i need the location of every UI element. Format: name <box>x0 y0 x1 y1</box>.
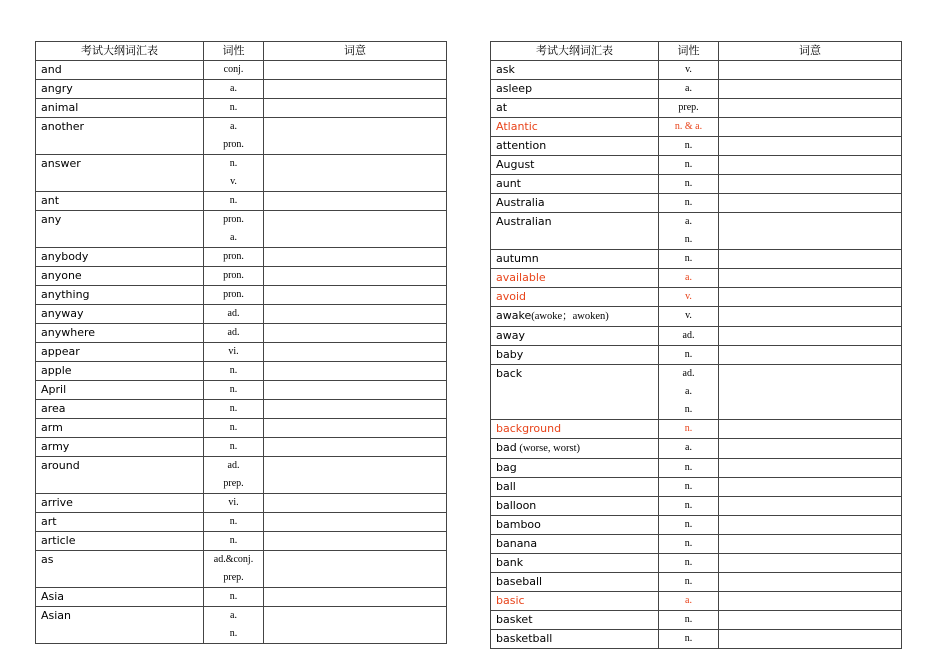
vocab-word: army <box>36 438 204 457</box>
vocab-table-left <box>35 41 447 644</box>
vocab-word: attention <box>491 137 659 156</box>
vocab-word: banana <box>491 535 659 554</box>
vocab-word: another <box>36 118 204 155</box>
vocab-word: area <box>36 400 204 419</box>
part-of-speech: ad. a. n. <box>659 365 719 420</box>
vocab-word: avoid <box>491 288 659 307</box>
part-of-speech: a. <box>204 80 264 99</box>
part-of-speech: n. <box>659 630 719 649</box>
vocab-word: arrive <box>36 494 204 513</box>
meaning-cell[interactable] <box>264 381 447 400</box>
table-row <box>491 459 902 478</box>
part-of-speech: pron. <box>204 286 264 305</box>
vocab-word: Atlantic <box>491 118 659 137</box>
meaning-cell[interactable] <box>264 118 447 155</box>
table-row <box>491 365 902 420</box>
part-of-speech: n. <box>204 99 264 118</box>
vocab-word: apple <box>36 362 204 381</box>
part-of-speech: conj. <box>204 61 264 80</box>
table-row <box>491 327 902 346</box>
meaning-cell[interactable] <box>264 267 447 286</box>
meaning-cell[interactable] <box>719 516 902 535</box>
vocab-word: animal <box>36 99 204 118</box>
part-of-speech: a. n. <box>204 607 264 644</box>
vocab-word: bamboo <box>491 516 659 535</box>
part-of-speech: n. <box>659 250 719 269</box>
part-of-speech: a. <box>659 269 719 288</box>
table-row <box>491 346 902 365</box>
meaning-cell[interactable] <box>264 588 447 607</box>
meaning-cell[interactable] <box>719 535 902 554</box>
table-row <box>491 99 902 118</box>
table-row <box>36 286 447 305</box>
vocab-word: around <box>36 457 204 494</box>
header-word: 考试大纲词汇表 <box>36 42 204 61</box>
vocab-word: basket <box>491 611 659 630</box>
part-of-speech: n. <box>659 535 719 554</box>
meaning-cell[interactable] <box>264 248 447 267</box>
meaning-cell[interactable] <box>264 61 447 80</box>
part-of-speech: n. <box>204 362 264 381</box>
meaning-cell[interactable] <box>264 305 447 324</box>
part-of-speech: a. <box>659 80 719 99</box>
table-row <box>491 80 902 99</box>
meaning-cell[interactable] <box>264 99 447 118</box>
vocab-word: ask <box>491 61 659 80</box>
meaning-cell[interactable] <box>719 118 902 137</box>
table-row <box>36 80 447 99</box>
table-row <box>491 307 902 327</box>
table-row <box>491 61 902 80</box>
table-row <box>36 267 447 286</box>
table-row <box>491 213 902 250</box>
meaning-cell[interactable] <box>264 192 447 211</box>
table-row <box>491 288 902 307</box>
meaning-cell[interactable] <box>264 286 447 305</box>
part-of-speech: n. <box>659 611 719 630</box>
part-of-speech: n. <box>659 478 719 497</box>
table-row <box>36 324 447 343</box>
meaning-cell[interactable] <box>719 175 902 194</box>
vocab-word: Asia <box>36 588 204 607</box>
part-of-speech: a. pron. <box>204 118 264 155</box>
header-meaning: 词意 <box>719 42 902 61</box>
vocab-word: at <box>491 99 659 118</box>
meaning-cell[interactable] <box>719 250 902 269</box>
part-of-speech: n. <box>659 156 719 175</box>
part-of-speech: n. <box>204 192 264 211</box>
table-row <box>491 592 902 611</box>
meaning-cell[interactable] <box>719 80 902 99</box>
part-of-speech: ad. <box>204 305 264 324</box>
meaning-cell[interactable] <box>719 365 902 420</box>
inflection-note: (worse, worst) <box>516 443 580 454</box>
part-of-speech: n. <box>204 419 264 438</box>
meaning-cell[interactable] <box>264 494 447 513</box>
table-row <box>491 250 902 269</box>
vocab-word: April <box>36 381 204 400</box>
part-of-speech: n. <box>204 513 264 532</box>
header-word: 考试大纲词汇表 <box>491 42 659 61</box>
table-row <box>36 400 447 419</box>
meaning-cell[interactable] <box>264 80 447 99</box>
table-row <box>36 551 447 588</box>
table-row <box>36 457 447 494</box>
part-of-speech: prep. <box>659 99 719 118</box>
vocab-word: answer <box>36 155 204 192</box>
vocab-word: background <box>491 420 659 439</box>
vocab-word: balloon <box>491 497 659 516</box>
meaning-cell[interactable] <box>719 573 902 592</box>
table-row <box>491 156 902 175</box>
table-row <box>36 588 447 607</box>
vocab-word: available <box>491 269 659 288</box>
vocab-word: Asian <box>36 607 204 644</box>
table-row <box>491 175 902 194</box>
vocab-word: awake(awoke；awoken) <box>491 307 659 327</box>
meaning-cell[interactable] <box>264 438 447 457</box>
meaning-cell[interactable] <box>719 478 902 497</box>
table-row <box>36 99 447 118</box>
table-row <box>491 573 902 592</box>
meaning-cell[interactable] <box>264 419 447 438</box>
meaning-cell[interactable] <box>719 327 902 346</box>
vocab-word: bank <box>491 554 659 573</box>
part-of-speech: v. <box>659 307 719 327</box>
meaning-cell[interactable] <box>264 551 447 588</box>
table-row <box>36 248 447 267</box>
part-of-speech: n. <box>659 573 719 592</box>
header-pos: 词性 <box>659 42 719 61</box>
table-row <box>36 494 447 513</box>
table-row <box>491 478 902 497</box>
meaning-cell[interactable] <box>264 457 447 494</box>
meaning-cell[interactable] <box>719 269 902 288</box>
vocab-word: anywhere <box>36 324 204 343</box>
meaning-cell[interactable] <box>719 99 902 118</box>
meaning-cell[interactable] <box>264 607 447 644</box>
part-of-speech: n. <box>204 532 264 551</box>
part-of-speech: n. v. <box>204 155 264 192</box>
part-of-speech: n. <box>659 516 719 535</box>
table-row <box>491 611 902 630</box>
table-row <box>36 343 447 362</box>
vocab-word: anything <box>36 286 204 305</box>
table-row <box>36 211 447 248</box>
part-of-speech: pron. a. <box>204 211 264 248</box>
vocab-word: anyway <box>36 305 204 324</box>
vocab-word: baby <box>491 346 659 365</box>
part-of-speech: v. <box>659 61 719 80</box>
part-of-speech: n. <box>204 438 264 457</box>
header-pos: 词性 <box>204 42 264 61</box>
vocab-word: and <box>36 61 204 80</box>
part-of-speech: ad. <box>659 327 719 346</box>
meaning-cell[interactable] <box>719 554 902 573</box>
part-of-speech: n. <box>659 175 719 194</box>
table-row <box>36 419 447 438</box>
table-row <box>36 513 447 532</box>
table-row <box>36 362 447 381</box>
part-of-speech: n. <box>204 588 264 607</box>
meaning-cell[interactable] <box>719 307 902 327</box>
vocab-table-right <box>490 41 902 649</box>
vocab-word: baseball <box>491 573 659 592</box>
meaning-cell[interactable] <box>719 288 902 307</box>
part-of-speech: pron. <box>204 267 264 286</box>
vocab-word: as <box>36 551 204 588</box>
part-of-speech: n. <box>204 381 264 400</box>
meaning-cell[interactable] <box>719 194 902 213</box>
table-row <box>491 535 902 554</box>
vocab-word: bag <box>491 459 659 478</box>
table-row <box>491 269 902 288</box>
vocab-word: autumn <box>491 250 659 269</box>
table-row <box>491 630 902 649</box>
table-row <box>491 420 902 439</box>
table-header-row <box>491 42 902 61</box>
part-of-speech: n. <box>659 137 719 156</box>
part-of-speech: n. <box>659 554 719 573</box>
meaning-cell[interactable] <box>719 346 902 365</box>
part-of-speech: pron. <box>204 248 264 267</box>
vocab-word: asleep <box>491 80 659 99</box>
table-row <box>36 118 447 155</box>
vocab-word: any <box>36 211 204 248</box>
table-row <box>36 155 447 192</box>
part-of-speech: vi. <box>204 343 264 362</box>
table-row <box>36 305 447 324</box>
vocab-word: aunt <box>491 175 659 194</box>
meaning-cell[interactable] <box>719 630 902 649</box>
inflection-note: (awoke；awoken) <box>531 311 609 322</box>
part-of-speech: n. & a. <box>659 118 719 137</box>
vocab-word: angry <box>36 80 204 99</box>
vocab-word: ball <box>491 478 659 497</box>
table-row <box>491 118 902 137</box>
table-row <box>491 497 902 516</box>
vocab-word: ant <box>36 192 204 211</box>
vocab-word: basketball <box>491 630 659 649</box>
meaning-cell[interactable] <box>264 155 447 192</box>
vocab-word: anybody <box>36 248 204 267</box>
meaning-cell[interactable] <box>264 324 447 343</box>
vocab-word: Australia <box>491 194 659 213</box>
table-row <box>36 438 447 457</box>
meaning-cell[interactable] <box>719 420 902 439</box>
vocab-word: August <box>491 156 659 175</box>
part-of-speech: n. <box>659 420 719 439</box>
part-of-speech: ad.&conj. prep. <box>204 551 264 588</box>
meaning-cell[interactable] <box>264 513 447 532</box>
part-of-speech: n. <box>659 497 719 516</box>
table-row <box>491 439 902 459</box>
meaning-cell[interactable] <box>264 532 447 551</box>
meaning-cell[interactable] <box>264 211 447 248</box>
vocab-word: anyone <box>36 267 204 286</box>
part-of-speech: vi. <box>204 494 264 513</box>
vocab-word: art <box>36 513 204 532</box>
part-of-speech: n. <box>659 459 719 478</box>
table-row <box>36 61 447 80</box>
vocab-word: Australian <box>491 213 659 250</box>
meaning-cell[interactable] <box>719 137 902 156</box>
table-row <box>36 381 447 400</box>
table-row <box>491 516 902 535</box>
table-row <box>36 192 447 211</box>
vocab-word: basic <box>491 592 659 611</box>
vocab-word: back <box>491 365 659 420</box>
part-of-speech: a. n. <box>659 213 719 250</box>
vocab-word: bad (worse, worst) <box>491 439 659 459</box>
meaning-cell[interactable] <box>719 439 902 459</box>
meaning-cell[interactable] <box>719 459 902 478</box>
vocab-word: article <box>36 532 204 551</box>
table-row <box>491 554 902 573</box>
vocab-word: away <box>491 327 659 346</box>
meaning-cell[interactable] <box>719 213 902 250</box>
part-of-speech: a. <box>659 592 719 611</box>
header-meaning: 词意 <box>264 42 447 61</box>
table-header-row <box>36 42 447 61</box>
part-of-speech: a. <box>659 439 719 459</box>
table-row <box>491 137 902 156</box>
table-row <box>36 607 447 644</box>
meaning-cell[interactable] <box>264 400 447 419</box>
meaning-cell[interactable] <box>264 362 447 381</box>
vocab-word: arm <box>36 419 204 438</box>
part-of-speech: n. <box>204 400 264 419</box>
meaning-cell[interactable] <box>719 497 902 516</box>
meaning-cell[interactable] <box>719 611 902 630</box>
meaning-cell[interactable] <box>719 61 902 80</box>
meaning-cell[interactable] <box>264 343 447 362</box>
meaning-cell[interactable] <box>719 156 902 175</box>
meaning-cell[interactable] <box>719 592 902 611</box>
table-row <box>491 194 902 213</box>
table-row <box>36 532 447 551</box>
part-of-speech: ad. prep. <box>204 457 264 494</box>
part-of-speech: ad. <box>204 324 264 343</box>
part-of-speech: v. <box>659 288 719 307</box>
part-of-speech: n. <box>659 346 719 365</box>
part-of-speech: n. <box>659 194 719 213</box>
vocab-word: appear <box>36 343 204 362</box>
